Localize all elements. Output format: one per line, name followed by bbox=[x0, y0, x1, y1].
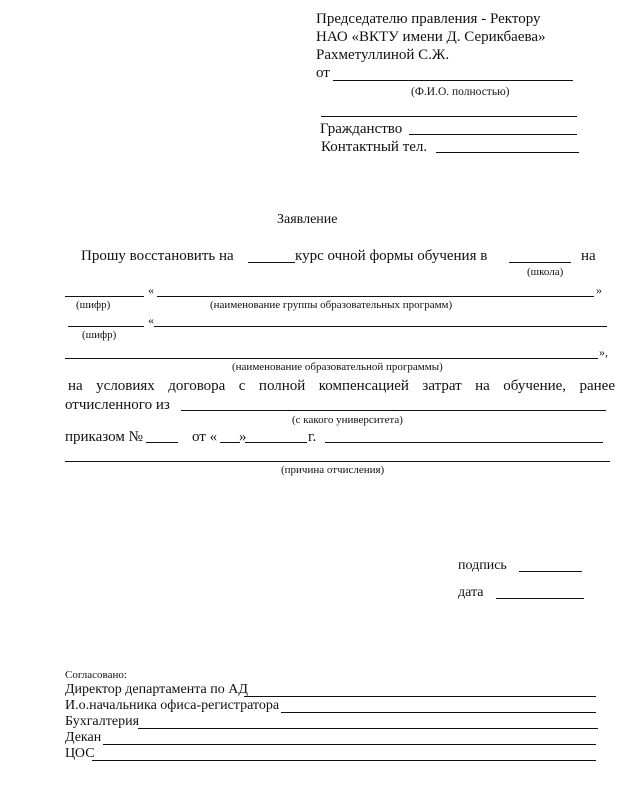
citizenship-label: Гражданство bbox=[320, 121, 403, 137]
school-caption: (школа) bbox=[527, 266, 564, 278]
approval-item-dean: Декан bbox=[65, 730, 102, 745]
restore-text: Прошу восстановить на bbox=[81, 248, 234, 264]
phone-label: Контактный тел. bbox=[321, 139, 428, 155]
approval-heading: Согласовано: bbox=[65, 669, 127, 681]
approval-field-registrar[interactable] bbox=[281, 712, 596, 713]
quote-open: « bbox=[148, 283, 154, 297]
signature-field[interactable] bbox=[519, 571, 582, 572]
group-caption: (наименование группы образовательных программ) bbox=[210, 299, 453, 311]
order-number-field[interactable] bbox=[146, 442, 178, 443]
date-field[interactable] bbox=[496, 598, 584, 599]
order-year-label: г. bbox=[308, 429, 317, 445]
order-close-quote: » bbox=[239, 429, 247, 445]
university-field[interactable] bbox=[181, 410, 606, 411]
order-day-field[interactable] bbox=[220, 442, 240, 443]
approval-item-ad-director: Директор департамента по АД bbox=[65, 682, 248, 697]
program-field-continued[interactable] bbox=[65, 358, 598, 359]
approval-item-registrar: И.о.начальника офиса-регистратора bbox=[65, 698, 280, 713]
reason-caption: (причина отчисления) bbox=[281, 464, 385, 476]
university-caption: (с какого университета) bbox=[292, 414, 403, 426]
approval-field-ad-director[interactable] bbox=[244, 696, 596, 697]
document-title: Заявление bbox=[277, 212, 338, 227]
course-text: курс очной формы обучения в bbox=[295, 248, 488, 264]
addressee-line-1: Председателю правления - Ректору bbox=[316, 11, 541, 27]
phone-field[interactable] bbox=[436, 152, 579, 153]
order-from-label: от « bbox=[192, 429, 218, 445]
fio-caption: (Ф.И.О. полностью) bbox=[411, 86, 510, 98]
quote-close-comma: », bbox=[599, 345, 608, 359]
order-label: приказом № bbox=[65, 429, 143, 445]
fio-field-continued[interactable] bbox=[321, 116, 577, 117]
quote-close: » bbox=[596, 283, 602, 297]
cipher-field-group[interactable] bbox=[65, 296, 144, 297]
citizenship-field[interactable] bbox=[409, 134, 577, 135]
approval-item-accounting: Бухгалтерия bbox=[65, 714, 140, 729]
cipher-field-program[interactable] bbox=[68, 326, 144, 327]
approval-field-cos[interactable] bbox=[92, 760, 596, 761]
course-field[interactable] bbox=[248, 262, 295, 263]
cipher-caption: (шифр) bbox=[76, 299, 111, 311]
program-field[interactable] bbox=[154, 326, 607, 327]
approval-field-dean[interactable] bbox=[103, 744, 596, 745]
on-text: на bbox=[581, 248, 596, 264]
quote-open-2: « bbox=[148, 313, 154, 327]
program-caption: (наименование образовательной программы) bbox=[232, 361, 443, 373]
approval-field-accounting[interactable] bbox=[138, 728, 598, 729]
school-field[interactable] bbox=[509, 262, 571, 263]
order-extra-field[interactable] bbox=[325, 442, 603, 443]
fio-field[interactable] bbox=[333, 80, 573, 81]
conditions-text: на условиях договора с полной компенсацией затрат на обучение, ранее bbox=[68, 378, 615, 394]
order-month-field[interactable] bbox=[245, 442, 307, 443]
signature-label: подпись bbox=[458, 558, 507, 573]
cipher-caption-2: (шифр) bbox=[82, 329, 117, 341]
expelled-from-label: отчисленного из bbox=[65, 397, 170, 413]
date-label: дата bbox=[458, 585, 484, 600]
addressee-line-2: НАО «ВКТУ имени Д. Серикбаева» bbox=[316, 29, 546, 45]
approval-item-cos: ЦОС bbox=[65, 746, 95, 761]
reason-field[interactable] bbox=[65, 461, 610, 462]
addressee-line-3: Рахметуллиной С.Ж. bbox=[316, 47, 450, 63]
from-label: от bbox=[316, 65, 330, 81]
group-field[interactable] bbox=[157, 296, 594, 297]
